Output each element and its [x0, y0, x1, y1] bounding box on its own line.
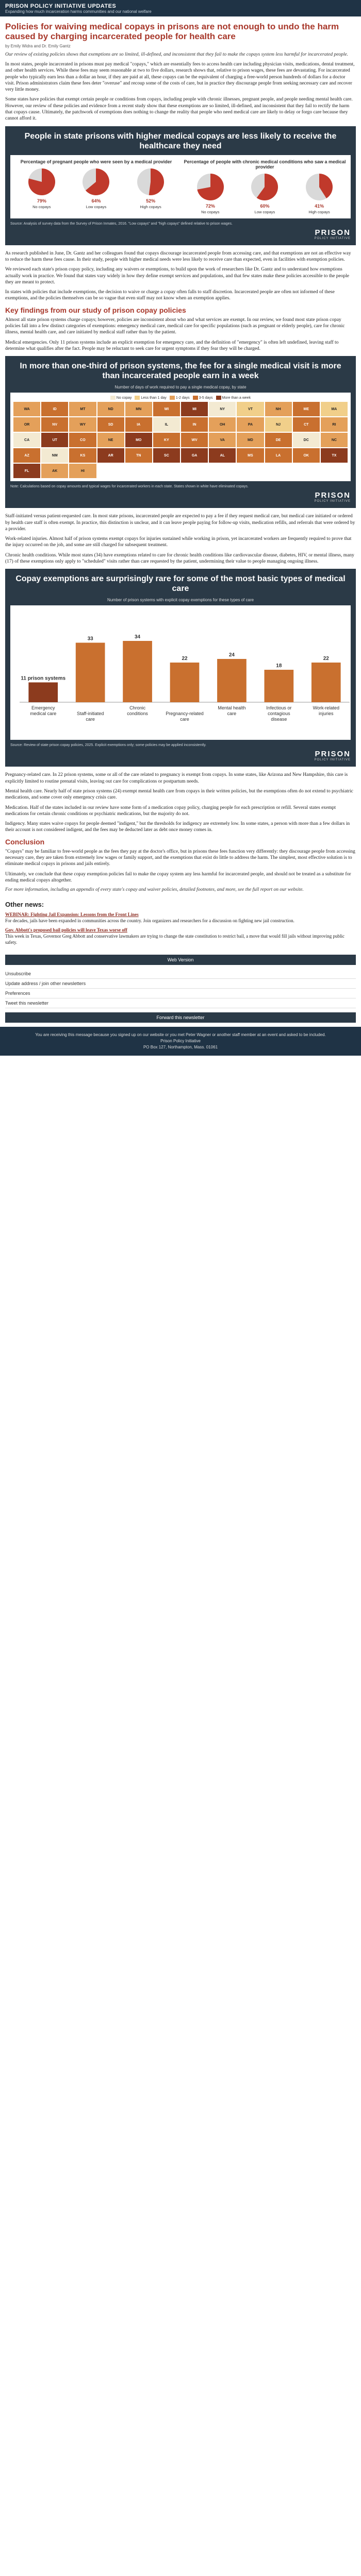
pie-cell — [191, 172, 229, 214]
state-tile: NH — [265, 402, 292, 416]
state-tile: CT — [293, 417, 320, 432]
figure-subtitle: Number of prison systems with explicit copay exemptions for these types of care — [107, 598, 254, 603]
news-text: This week in Texas, Governor Greg Abbott and conservative lawmakers are trying to change the state constitution to restrict bail, a move that would fill jails without improving public safety. — [5, 934, 345, 945]
legend-swatch — [110, 396, 116, 400]
state-tile: WA — [13, 402, 40, 416]
state-tile: LA — [265, 448, 292, 463]
conclusion-heading: Conclusion — [5, 837, 45, 846]
legend-label: More than a week — [222, 396, 251, 400]
pie-cell — [300, 172, 339, 214]
paragraph: Staff-initiated versus patient-requested care. In most state prisons, incarcerated people are expected to pay a fee if they request medical care, but medical care initiated or ordered by health care staff is often exempt. In practice, this distinction is unclear, and it can leave people paying for follow-up visits, medication refills, and referrals that were ordered by a provider. — [5, 514, 355, 532]
newsletter-footer — [0, 1027, 361, 1056]
category-label-line: Infectious or — [266, 705, 292, 711]
article-title: Policies for waiving medical copays in prisons are not enough to undo the harm caused by charging incarcerated people for health care — [5, 22, 339, 41]
state-tile: SD — [97, 417, 124, 432]
state-tile: NC — [321, 433, 348, 447]
news-item — [5, 911, 356, 924]
paragraph: Medical emergencies. Only 11 prison systems include an explicit exemption for emergency care, and the definition of "emergency" is often left undefined, leaving staff to determine what qualifies after the fact. People may be reluctant to seek care for urgent symptoms if they fear they will be charged. — [5, 340, 339, 351]
legend-item — [193, 396, 213, 400]
legend-swatch — [135, 396, 140, 400]
figure-note: Source: Analysis of survey data from the Survey of Prison Inmates, 2016. "Low copays" and "high copays" defined relative to prison wages. — [10, 222, 233, 226]
section-heading: Key findings from our study of prison copay policies — [5, 306, 186, 314]
state-tile: HI — [69, 464, 96, 478]
category-label — [218, 705, 245, 716]
state-tile: IL — [153, 417, 180, 432]
category-label — [313, 705, 339, 716]
other-news-heading: Other news: — [5, 901, 44, 909]
category-label — [266, 705, 291, 722]
state-tile: NM — [41, 448, 68, 463]
state-tile: IN — [181, 417, 208, 432]
news-link[interactable]: Gov. Abbott's proposed bail policies will leave Texas worse off — [5, 927, 127, 933]
tweet-link[interactable]: Tweet this newsletter — [5, 998, 356, 1008]
pie-label: High copays — [140, 204, 161, 209]
pie-panel — [14, 159, 178, 214]
org-tagline: Expanding how much incarceration harms communities and our national welfare — [5, 9, 152, 14]
pie-panel — [183, 159, 347, 214]
state-tile: CO — [69, 433, 96, 447]
pie-label: Low copays — [254, 209, 275, 214]
category-label-line: medical care — [30, 711, 57, 717]
state-tile: NV — [41, 417, 68, 432]
bar-value-label: 18 — [276, 663, 282, 669]
footer-org: Prison Policy Initiative — [160, 1039, 201, 1044]
paragraph: Almost all state prison systems charge copays; however, policies are inconsistent about who and what services are exempt. In our review, we found most state prison copay policies fall into a few distinct categories of exemptions: emergency medical care, medical care for specific populations (such as pregnant or elderly people), care for chronic illness, mental health care, and care initiated by medical staff rather than by the patient. — [5, 317, 345, 335]
category-label-line: care — [227, 711, 237, 717]
state-tile: KS — [69, 448, 96, 463]
pie-panels — [10, 155, 351, 218]
bar-chart — [10, 605, 351, 740]
paragraph: In states with policies that include exemptions, the decision to waive or charge a copay often falls to staff discretion. Incarcerated people are often not informed of these exemptions, and the policies themselves can be so vague that even staff may not know when an exemption applies. — [5, 290, 335, 301]
state-tile: MI — [181, 402, 208, 416]
legend-swatch — [170, 396, 175, 400]
footer-links — [0, 967, 361, 1010]
bar-value-label: 33 — [87, 636, 93, 642]
state-tile: MT — [69, 402, 96, 416]
category-label-line: injuries — [319, 711, 334, 717]
figure-note: Note: Calculations based on copay amounts and typical wages for incarcerated workers in each state. States shown in white have eliminated copays. — [10, 485, 249, 489]
pie-row — [14, 166, 178, 209]
state-tile: MN — [125, 402, 152, 416]
logo-text: PRISON — [315, 750, 351, 759]
pie-chart — [26, 166, 57, 197]
paragraph: Pregnancy-related care. In 22 prison systems, some or all of the care related to pregnancy is exempt from copays. In some states, like Arizona and New Hampshire, this care is explicitly limited to routine prenatal visits, leaving out care for complications or postpartum needs. — [5, 772, 348, 784]
pie-chart — [80, 166, 111, 197]
pie-value: 72% — [205, 203, 215, 209]
category-label — [166, 711, 204, 722]
pie-cell — [22, 166, 61, 209]
category-label-line: care — [180, 717, 189, 722]
pie-label: Low copays — [86, 204, 107, 209]
category-label-line: Work-related — [313, 705, 339, 711]
state-tile: WI — [153, 402, 180, 416]
state-tile: WV — [181, 433, 208, 447]
footer-text: You are receiving this message because you signed up on our website or you met Peter Wagner or another staff member at an event and asked to be included. — [35, 1032, 326, 1038]
legend-item — [110, 396, 132, 400]
paragraph: As research published in June, Dr. Gantz and her colleagues found that copays discourage incarcerated people from accessing care, and that exemptions are not an effective way to reduce the harm these fees cause. In their study, people with higher medical needs were less likely to receive care than expected, even in facilities with exemption policies. — [5, 250, 351, 262]
logo-subtext: POLICY INITIATIVE — [314, 236, 351, 240]
article-byline: by Emily Widra and Dr. Emily Gantz — [5, 44, 71, 48]
bar — [265, 670, 294, 702]
category-label-line: disease — [271, 717, 287, 722]
category-label — [77, 711, 104, 722]
paragraph: We reviewed each state's prison copay policy, including any waivers or exemptions, to build upon the work of researchers like Dr. Gantz and to understand how exemptions actually work in practice. We found that states vary widely in how they define exempt services and populations, and that few states make these policies accessible to the people they are meant to protect. — [5, 267, 350, 285]
logo-subtext: POLICY INITIATIVE — [314, 758, 351, 762]
bar-value-label: 24 — [228, 652, 235, 658]
legend-item — [216, 396, 251, 400]
state-tile: RI — [321, 417, 348, 432]
legend-item — [135, 396, 166, 400]
paragraph: Work-related injuries. Almost half of prison systems exempt copays for injuries sustained while working in prison, yet incarcerated workers are frequently required to prove that the injury occurred on the job, and some are still charged for subsequent treatment. — [5, 536, 352, 548]
bar-chart-svg — [14, 609, 355, 733]
paragraph: Medication. Half of the states included in our review have some form of a medication copay policy, charging people for each prescription or refill. Several states exempt medications for certain chronic conditions or psychiatric medications, but the majority do not. — [5, 805, 336, 817]
news-text: For decades, jails have been expanded in communities across the country. Join organizers and researchers for a discussion on fighting new jail construction. — [5, 918, 294, 924]
category-label-line: Pregnancy-related — [166, 711, 204, 717]
logo-subtext: POLICY INITIATIVE — [314, 500, 351, 503]
legend-swatch — [193, 396, 198, 400]
state-tile: IA — [125, 417, 152, 432]
prison-policy-logo — [10, 228, 351, 240]
category-label-line: care — [86, 717, 95, 722]
figure-exemptions-bars — [5, 569, 356, 767]
state-tile: OR — [13, 417, 40, 432]
bar — [28, 683, 58, 703]
state-tile: ID — [41, 402, 68, 416]
preferences-link[interactable]: Preferences — [5, 989, 356, 998]
state-tile: TN — [125, 448, 152, 463]
figure-title: Copay exemptions are surprisingly rare for some of the most basic types of medical care — [15, 574, 346, 594]
bar — [311, 663, 341, 702]
category-label-line: Chronic — [129, 705, 146, 711]
web-version-button[interactable]: Web Version — [5, 955, 356, 965]
figure-title: In more than one-third of prison systems, the fee for a single medical visit is more than incarcerated people earn in a week — [20, 362, 341, 381]
state-tile: MO — [125, 433, 152, 447]
forward-button[interactable]: Forward this newsletter — [5, 1012, 356, 1023]
bar-value-label: 11 prison systems — [21, 675, 66, 682]
state-tile: SC — [153, 448, 180, 463]
state-tile: VT — [237, 402, 264, 416]
pie-cell — [245, 172, 284, 214]
state-tile: AR — [97, 448, 124, 463]
state-tile: MA — [321, 402, 348, 416]
newsletter-header — [0, 0, 361, 16]
state-tile: TX — [321, 448, 348, 463]
state-tile: ND — [97, 402, 124, 416]
category-label — [127, 705, 148, 716]
news-item — [5, 927, 356, 945]
pie-panel-title: Percentage of people with chronic medical conditions who saw a medical provider — [184, 159, 346, 170]
learn-more-link[interactable]: For more information, including an appendix of every state's copay and waiver policies, detailed footnotes, and more, see the full report on our website. — [5, 887, 304, 893]
state-tile: AZ — [13, 448, 40, 463]
pie-value: 41% — [315, 203, 324, 209]
logo-text: PRISON — [315, 228, 351, 237]
state-tile: VA — [209, 433, 236, 447]
bar-value-label: 22 — [323, 656, 329, 662]
pie-value: 52% — [146, 198, 156, 204]
category-label-line: contagious — [268, 711, 290, 717]
state-tile: WY — [69, 417, 96, 432]
figure-note: Source: Review of state prison copay policies, 2025. Explicit exemptions only; some policies may be applied inconsistently. — [10, 743, 207, 748]
paragraph: "Copays" may be familiar to free-world people as the fees they pay at the doctor's office, but in prisons these fees function very differently: they discourage people from accessing necessary care, they are taken from extremely low wages or family support, and the exemptions that exist do little to address the harm. The simplest, most effective solution is to eliminate medical copays in prisons and jails entirely. — [5, 849, 355, 867]
news-link[interactable]: WEBINAR: Fighting Jail Expansion: Lessons from the Front Lines — [5, 912, 139, 918]
figure-copay-map — [5, 356, 356, 508]
state-grid — [13, 402, 348, 478]
category-label-line: conditions — [127, 711, 148, 717]
pie-slice — [149, 168, 164, 195]
org-name: PRISON POLICY INITIATIVE UPDATES — [5, 3, 117, 9]
pie-row — [183, 172, 347, 214]
state-tile: OK — [293, 448, 320, 463]
state-tile: GA — [181, 448, 208, 463]
state-tile: KY — [153, 433, 180, 447]
pie-cell — [132, 166, 170, 209]
bar — [123, 641, 152, 702]
pie-value: 60% — [260, 203, 270, 209]
category-label-line: Mental health — [218, 705, 246, 711]
pie-label: No copays — [201, 209, 220, 214]
paragraph: Some states have policies that exempt certain people or conditions from copays, including people with chronic illnesses, pregnant people, and people needing mental health care. However, our review of these policies and evidence from a recent study show that these exemptions are so limited, ill-defined, and inconsistent that they fail to rectify the harm that copays cause. Ultimately, the patchwork of exemptions does nothing to change the reality that people who need medical care are likely to delay or forgo care because they cannot afford it. — [5, 97, 353, 122]
paragraph: Ultimately, we conclude that these copay exemption policies fail to make the copay system any less harmful for incarcerated people, and should not be treated as a substitute for ending medical copays altogether. — [5, 871, 351, 883]
paragraph: In most states, people incarcerated in prisons must pay medical "copays," which are essentially fees to access health care including physician visits, medications, dental treatment, and other health services. While these fees may seem reasonable at two to five dollars, research shows that, relative to prison wages, these fees are devastating. For incarcerated people who typically earn less than a dollar an hour, if they are paid at all, these copays can be the equivalent of charging a free-world person hundreds of dollars for a doctor visit. Prison administrators claim these fees deter "overuse" and recoup some of the costs of care, but in practice they discourage people from seeking necessary care and recover very little money. — [5, 62, 355, 93]
state-tile: UT — [41, 433, 68, 447]
pie-cell — [77, 166, 116, 209]
category-label — [30, 705, 56, 716]
legend-swatch — [216, 396, 221, 400]
state-map — [10, 393, 351, 481]
category-label-line: Emergency — [31, 705, 55, 711]
state-tile: MS — [237, 448, 264, 463]
bar-value-label: 22 — [182, 656, 188, 662]
pie-chart — [195, 172, 226, 202]
state-tile: ME — [293, 402, 320, 416]
figure-title: People in state prisons with higher medical copays are less likely to receive the healthcare they need — [24, 131, 337, 150]
paragraph: Chronic health conditions. While most states (34) have exemptions related to care for chronic health conditions like cardiovascular disease, diabetes, HIV, or mental illness, many (17) of these exemptions only apply to "scheduled" visits rather than care requested by the patient, undermining their value to people managing ongoing illness. — [5, 552, 354, 565]
state-tile: NJ — [265, 417, 292, 432]
state-tile: FL — [13, 464, 40, 478]
state-tile: OH — [209, 417, 236, 432]
legend-label: Less than 1 day — [141, 396, 167, 400]
pie-chart — [304, 172, 335, 202]
article-lede: Our review of existing policies shows that exemptions are so limited, ill-defined, and inconsistent that they fail to make the copays system less harmful for incarcerated people. — [5, 52, 349, 57]
figure-subtitle: Number of days of work required to pay a single medical copay, by state — [114, 385, 247, 390]
state-tile: AL — [209, 448, 236, 463]
bar — [217, 659, 247, 702]
logo-text: PRISON — [315, 491, 351, 500]
state-tile: CA — [13, 433, 40, 447]
footer-address: PO Box 127, Northampton, Mass. 01061 — [143, 1045, 218, 1050]
bar — [170, 663, 200, 702]
prison-policy-logo — [10, 750, 351, 761]
map-legend — [13, 396, 348, 400]
figure-copay-care — [5, 126, 356, 245]
legend-label: 1-2 days — [175, 396, 190, 400]
pie-label: High copays — [308, 209, 330, 214]
legend-label: No copay — [116, 396, 132, 400]
bar — [76, 643, 105, 703]
unsubscribe-link[interactable]: Unsubscribe — [5, 969, 356, 979]
state-tile: NE — [97, 433, 124, 447]
state-tile: NY — [209, 402, 236, 416]
state-tile: AK — [41, 464, 68, 478]
legend-label: 3-5 days — [199, 396, 213, 400]
pie-value: 64% — [91, 198, 101, 204]
bar-value-label: 34 — [135, 634, 141, 640]
state-tile: DC — [293, 433, 320, 447]
update-address-link[interactable]: Update address / join other newsletters — [5, 979, 356, 989]
state-tile: DE — [265, 433, 292, 447]
prison-policy-logo — [10, 491, 351, 503]
pie-chart — [135, 166, 166, 197]
pie-panel-title: Percentage of pregnant people who were seen by a medical provider — [20, 159, 172, 164]
pie-chart — [249, 172, 280, 202]
legend-item — [170, 396, 190, 400]
pie-label: No copays — [32, 204, 51, 209]
state-tile: MD — [237, 433, 264, 447]
category-label-line: Staff-initiated — [76, 711, 104, 717]
other-news — [0, 896, 361, 953]
paragraph: Indigency. Many states waive copays for people deemed "indigent," but the thresholds for indigency are extremely low. In some states, a person with more than a few dollars in their account is not considered indigent, and the fees may be deducted later as debt once money comes in. — [5, 821, 350, 833]
state-tile: PA — [237, 417, 264, 432]
paragraph: Mental health care. Nearly half of state prison systems (24) exempt mental health care from copays in their written policies, but the exemptions often do not extend to psychiatric medications, and some cover only emergency crisis care. — [5, 788, 353, 801]
pie-value: 79% — [37, 198, 46, 204]
